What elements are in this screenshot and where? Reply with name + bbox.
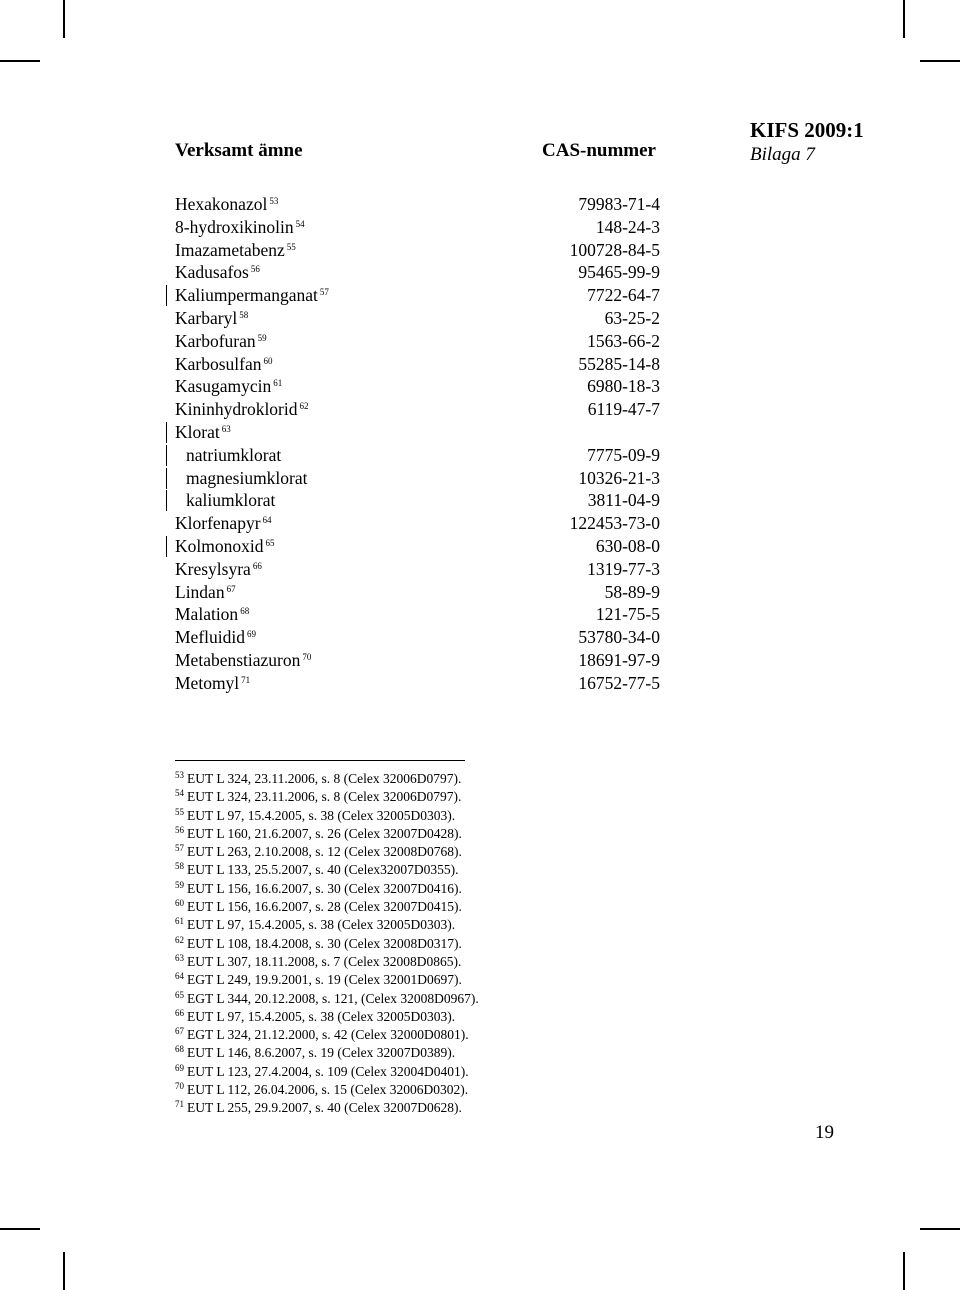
substance-name: Metabenstiazuron $^{70}$: [175, 649, 312, 670]
cas-number: 1563-66-2: [587, 330, 660, 351]
cas-number: 1319-77-3: [587, 558, 660, 579]
footnote-separator: [175, 760, 465, 761]
footnote-number: 71: [175, 1099, 184, 1110]
substance-name: Karbaryl $^{58}$: [175, 307, 249, 328]
substance-name: Kaliumpermanganat $^{57}$: [175, 285, 329, 306]
table-row: [0, 330, 960, 353]
cas-number: 100728-84-5: [569, 239, 660, 260]
footnote: [175, 770, 675, 788]
column-header-substance: Verksamt ämne: [175, 140, 303, 161]
cas-number: 55285-14-8: [578, 353, 660, 374]
cas-number: 16752-77-5: [578, 672, 660, 693]
table-row: [0, 261, 960, 284]
footnote: [175, 953, 675, 971]
footnote-text: EUT L 112, 26.04.2006, s. 15 (Celex 32006D0302).: [187, 1082, 469, 1098]
footnote-ref: 64: [262, 515, 272, 526]
change-bar: [166, 536, 167, 557]
footnote: [175, 1081, 675, 1099]
footnote-number: 64: [175, 971, 184, 982]
footnote-ref: 63: [221, 423, 231, 434]
footnote-text: EUT L 146, 8.6.2007, s. 19 (Celex 32007D0389).: [187, 1045, 456, 1061]
footnote-text: EGT L 249, 19.9.2001, s. 19 (Celex 32001D0697).: [187, 972, 462, 988]
crop-mark: [903, 0, 905, 38]
footnote: [175, 1063, 675, 1081]
table-row: [0, 216, 960, 239]
footnote: [175, 1026, 675, 1044]
footnote: [175, 788, 675, 806]
footnote-ref: 53: [269, 196, 279, 206]
table-row: [0, 672, 960, 695]
crop-mark: [920, 1228, 960, 1230]
footnote: [175, 1008, 675, 1026]
substance-name: Lindan $^{67}$: [175, 581, 236, 602]
substance-name: Kasugamycin $^{61}$: [175, 376, 283, 397]
footnote-number: 65: [175, 989, 184, 1000]
footnote: [175, 843, 675, 861]
footnote-number: 70: [175, 1081, 184, 1092]
cas-number: 7775-09-9: [587, 444, 660, 465]
table-row: [0, 193, 960, 216]
footnote-number: 54: [175, 788, 184, 799]
cas-number: 6119-47-7: [587, 399, 660, 420]
footnote: [175, 971, 675, 989]
substance-name: Klorfenapyr $^{64}$: [175, 513, 272, 534]
footnote-ref: 55: [286, 241, 296, 252]
table-row: [0, 375, 960, 398]
table-row: [0, 467, 960, 490]
cas-number: 58-89-9: [604, 581, 660, 602]
column-header-cas: CAS-nummer: [542, 140, 656, 161]
footnote-text: EUT L 108, 18.4.2008, s. 30 (Celex 32008D0317).: [187, 935, 462, 951]
footnote-ref: 60: [263, 355, 273, 366]
footnote-text: EUT L 263, 2.10.2008, s. 12 (Celex 32008D0768).: [187, 844, 462, 860]
footnote-text: EUT L 156, 16.6.2007, s. 30 (Celex 32007D0416).: [187, 880, 462, 896]
footnote-text: EUT L 324, 23.11.2006, s. 8 (Celex 32006D0797).: [187, 771, 462, 786]
footnote-ref: 70: [302, 651, 312, 662]
cas-number: 3811-04-9: [587, 490, 660, 511]
footnote-number: 56: [175, 824, 184, 835]
footnote-ref: 69: [247, 629, 256, 640]
annex-label: Bilaga 7: [750, 144, 815, 165]
footnote-ref: 71: [241, 674, 251, 685]
footnotes: [175, 770, 675, 1118]
cas-number: 18691-97-9: [578, 649, 660, 670]
table-row: [0, 489, 960, 512]
change-bar: [166, 445, 167, 466]
footnote-text: EUT L 123, 27.4.2004, s. 109 (Celex 32004D0401).: [187, 1063, 469, 1079]
footnote-ref: 59: [257, 332, 267, 343]
footnote-text: EUT L 133, 25.5.2007, s. 40 (Celex32007D0355).: [187, 862, 459, 878]
cas-number: 63-25-2: [604, 307, 660, 328]
footnote-ref: 61: [273, 378, 283, 389]
footnote-number: 55: [175, 806, 184, 817]
substance-name: Malation $^{68}$: [175, 604, 250, 625]
footnote-number: 60: [175, 898, 184, 909]
substance-name: Kolmonoxid $^{65}$: [175, 535, 275, 556]
footnote: [175, 1044, 675, 1062]
table-row: [0, 421, 960, 444]
footnote-number: 61: [175, 916, 184, 927]
substance-name: Metomyl $^{71}$: [175, 672, 251, 693]
crop-mark: [903, 1252, 905, 1290]
footnote-text: EGT L 324, 21.12.2000, s. 42 (Celex 32000D0801).: [187, 1027, 469, 1043]
crop-mark: [63, 1252, 65, 1290]
change-bar: [166, 422, 167, 443]
cas-number: 7722-64-7: [587, 285, 660, 306]
footnote: [175, 880, 675, 898]
footnote-text: EGT L 344, 20.12.2008, s. 121, (Celex 32008D0967).: [187, 990, 479, 1006]
cas-number: 630-08-0: [595, 535, 660, 556]
footnote-ref: 65: [265, 537, 275, 548]
cas-number: 79983-71-4: [578, 194, 660, 214]
substance-name: magnesiumklorat: [186, 467, 308, 488]
footnote-text: EUT L 97, 15.4.2005, s. 38 (Celex 32005D0303).: [187, 807, 456, 823]
footnote-number: 66: [175, 1007, 184, 1018]
crop-mark: [0, 60, 40, 62]
footnote: [175, 898, 675, 916]
substance-name: Kadusafos $^{56}$: [175, 262, 260, 283]
table-row: [0, 284, 960, 307]
table-row: [0, 626, 960, 649]
footnote-text: EUT L 255, 29.9.2007, s. 40 (Celex 32007D0628).: [187, 1100, 462, 1116]
crop-mark: [63, 0, 65, 38]
cas-number: 95465-99-9: [578, 262, 660, 283]
footnote: [175, 861, 675, 879]
table-row: [0, 512, 960, 535]
footnote-number: 69: [175, 1062, 184, 1073]
table-row: [0, 398, 960, 421]
footnote-ref: 58: [239, 309, 249, 320]
cas-number: 148-24-3: [595, 216, 660, 237]
table-row: [0, 444, 960, 467]
footnote-text: EUT L 307, 18.11.2008, s. 7 (Celex 32008D0865).: [187, 953, 462, 969]
cas-number: 53780-34-0: [578, 627, 660, 648]
substance-name: Hexakonazol $^{53}$: [175, 194, 279, 214]
cas-number: 6980-18-3: [587, 376, 660, 397]
table-row: [0, 307, 960, 330]
footnote-ref: 68: [240, 606, 250, 617]
footnote-number: 68: [175, 1044, 184, 1055]
substance-name: 8-hydroxikinolin $^{54}$: [175, 216, 305, 237]
table-row: [0, 353, 960, 376]
change-bar: [166, 490, 167, 511]
footnote-text: EUT L 97, 15.4.2005, s. 38 (Celex 32005D0303).: [187, 1008, 456, 1024]
footnote-number: 59: [175, 879, 184, 890]
crop-mark: [0, 1228, 40, 1230]
table-row: [0, 649, 960, 672]
substance-name: Kresylsyra $^{66}$: [175, 558, 262, 579]
footnote: [175, 935, 675, 953]
footnote-number: 67: [175, 1026, 184, 1037]
cas-number: 122453-73-0: [569, 513, 660, 534]
substance-name: Mefluidid $^{69}$: [175, 627, 256, 648]
footnote-text: EUT L 156, 16.6.2007, s. 28 (Celex 32007D0415).: [187, 899, 462, 915]
substance-table: [0, 193, 960, 695]
footnote-number: 57: [175, 843, 184, 854]
footnote-text: EUT L 97, 15.4.2005, s. 38 (Celex 32005D0303).: [187, 917, 456, 933]
document-code: KIFS 2009:1: [750, 118, 864, 142]
table-row: [0, 581, 960, 604]
footnote-number: 58: [175, 861, 184, 872]
substance-name: natriumklorat: [186, 444, 282, 465]
footnote: [175, 1099, 675, 1117]
change-bar: [166, 468, 167, 489]
footnote: [175, 990, 675, 1008]
footnote-number: 62: [175, 934, 184, 945]
footnote-ref: 57: [319, 287, 329, 298]
table-row: [0, 535, 960, 558]
table-row: [0, 558, 960, 581]
page-number: 19: [815, 1122, 834, 1143]
substance-name: kaliumklorat: [186, 490, 276, 511]
footnote-text: EUT L 160, 21.6.2007, s. 26 (Celex 32007D0428).: [187, 825, 462, 841]
crop-mark: [920, 60, 960, 62]
footnote-ref: 67: [226, 583, 236, 594]
footnote-number: 63: [175, 952, 184, 963]
table-row: [0, 603, 960, 626]
footnote-ref: 62: [299, 401, 309, 412]
substance-name: Karbofuran $^{59}$: [175, 330, 267, 351]
substance-name: Imazametabenz $^{55}$: [175, 239, 296, 260]
footnote-text: EUT L 324, 23.11.2006, s. 8 (Celex 32006D0797).: [187, 789, 462, 805]
substance-name: Klorat $^{63}$: [175, 421, 231, 442]
footnote-number: 53: [175, 770, 184, 780]
cas-number: 10326-21-3: [578, 467, 660, 488]
footnote: [175, 807, 675, 825]
footnote-ref: 54: [295, 218, 305, 229]
cas-number: 121-75-5: [595, 604, 660, 625]
footnote-ref: 56: [250, 264, 260, 275]
change-bar: [166, 285, 167, 306]
footnote: [175, 825, 675, 843]
substance-name: Karbosulfan $^{60}$: [175, 353, 273, 374]
substance-name: Kininhydroklorid $^{62}$: [175, 399, 309, 420]
footnote: [175, 916, 675, 934]
footnote-ref: 66: [252, 560, 262, 571]
table-row: [0, 239, 960, 262]
